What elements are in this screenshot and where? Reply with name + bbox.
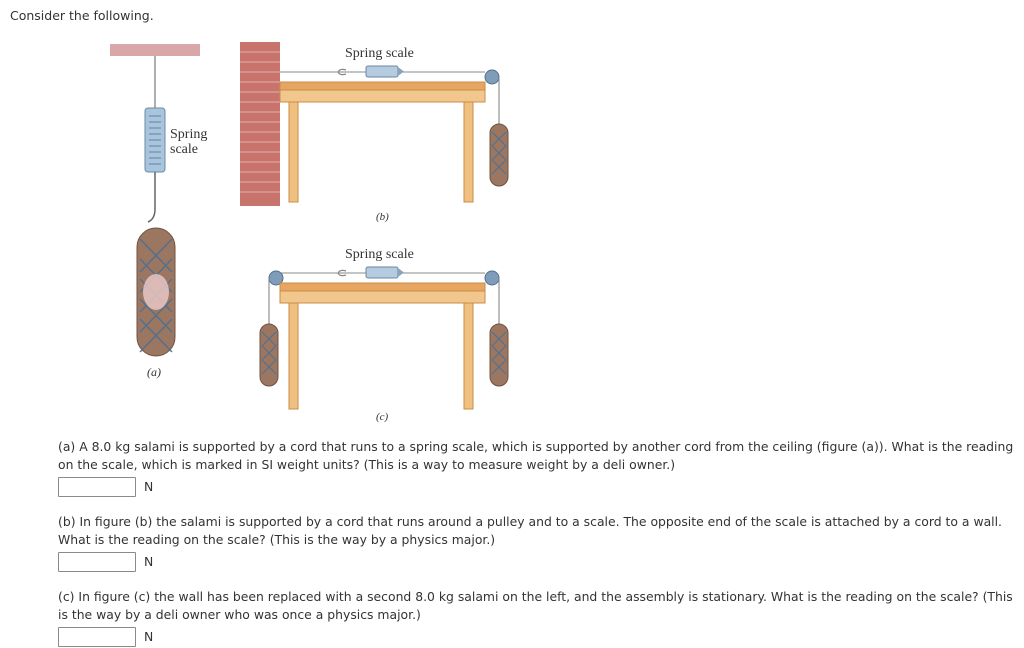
label-spring-scale-c: Spring scale [345,247,414,262]
table-leg-right-b [464,102,473,202]
question-b-text: (b) In figure (b) the salami is supported by a cord that runs around a pulley and to a scale. The opposite end of the scale is attached by a cord to a wall. What is the reading on the scale? (This is the way by a physics major.) [58,514,1002,547]
figure-a [110,44,207,379]
table-top-b [280,82,485,90]
pulley-c-right [485,271,499,285]
answer-b-unit: N [144,554,154,569]
intro-text: Consider the following. [10,8,154,23]
brick-wall [240,42,280,206]
table-leg-left-c [289,303,298,409]
question-c-text: (c) In figure (c) the wall has been replaced with a second 8.0 kg salami on the left, and the assembly is stationary. What is the reading on the scale? (This is the way by a deli owner who was once a physics major.) [58,589,1013,622]
hook-a [148,172,155,222]
question-c [58,588,1018,647]
label-spring-a: Spring [170,127,208,142]
answer-c-input[interactable] [58,627,136,647]
spring-scale-c [366,267,398,278]
question-a-text: (a) A 8.0 kg salami is supported by a cord that runs to a spring scale, which is supported by another cord from the ceiling (figure (a)). What is the reading on the scale, which is marked in SI weight units? (This is a way to measure weight by a deli owner.) [58,439,1014,472]
spring-scale-diagram [100,34,520,426]
pulley-b [485,70,499,84]
caption-a: (a) [147,365,161,379]
ceiling [110,44,200,56]
table-top-c [280,283,485,291]
question-a [58,438,1018,497]
table-leg-right-c [464,303,473,409]
table-leg-left-b [289,102,298,202]
label-spring-scale-b: Spring scale [345,46,414,61]
figure-c [260,247,508,423]
spring-scale-b [366,66,398,77]
caption-b: (b) [376,211,389,223]
answer-a-input[interactable] [58,477,136,497]
label-scale-a: scale [170,142,198,157]
figure-b [240,42,508,223]
answer-a-unit: N [144,479,154,494]
question-b [58,513,1018,572]
answer-b-input[interactable] [58,552,136,572]
answer-c-unit: N [144,629,154,644]
physics-figure [100,34,520,426]
caption-c: (c) [376,411,389,423]
